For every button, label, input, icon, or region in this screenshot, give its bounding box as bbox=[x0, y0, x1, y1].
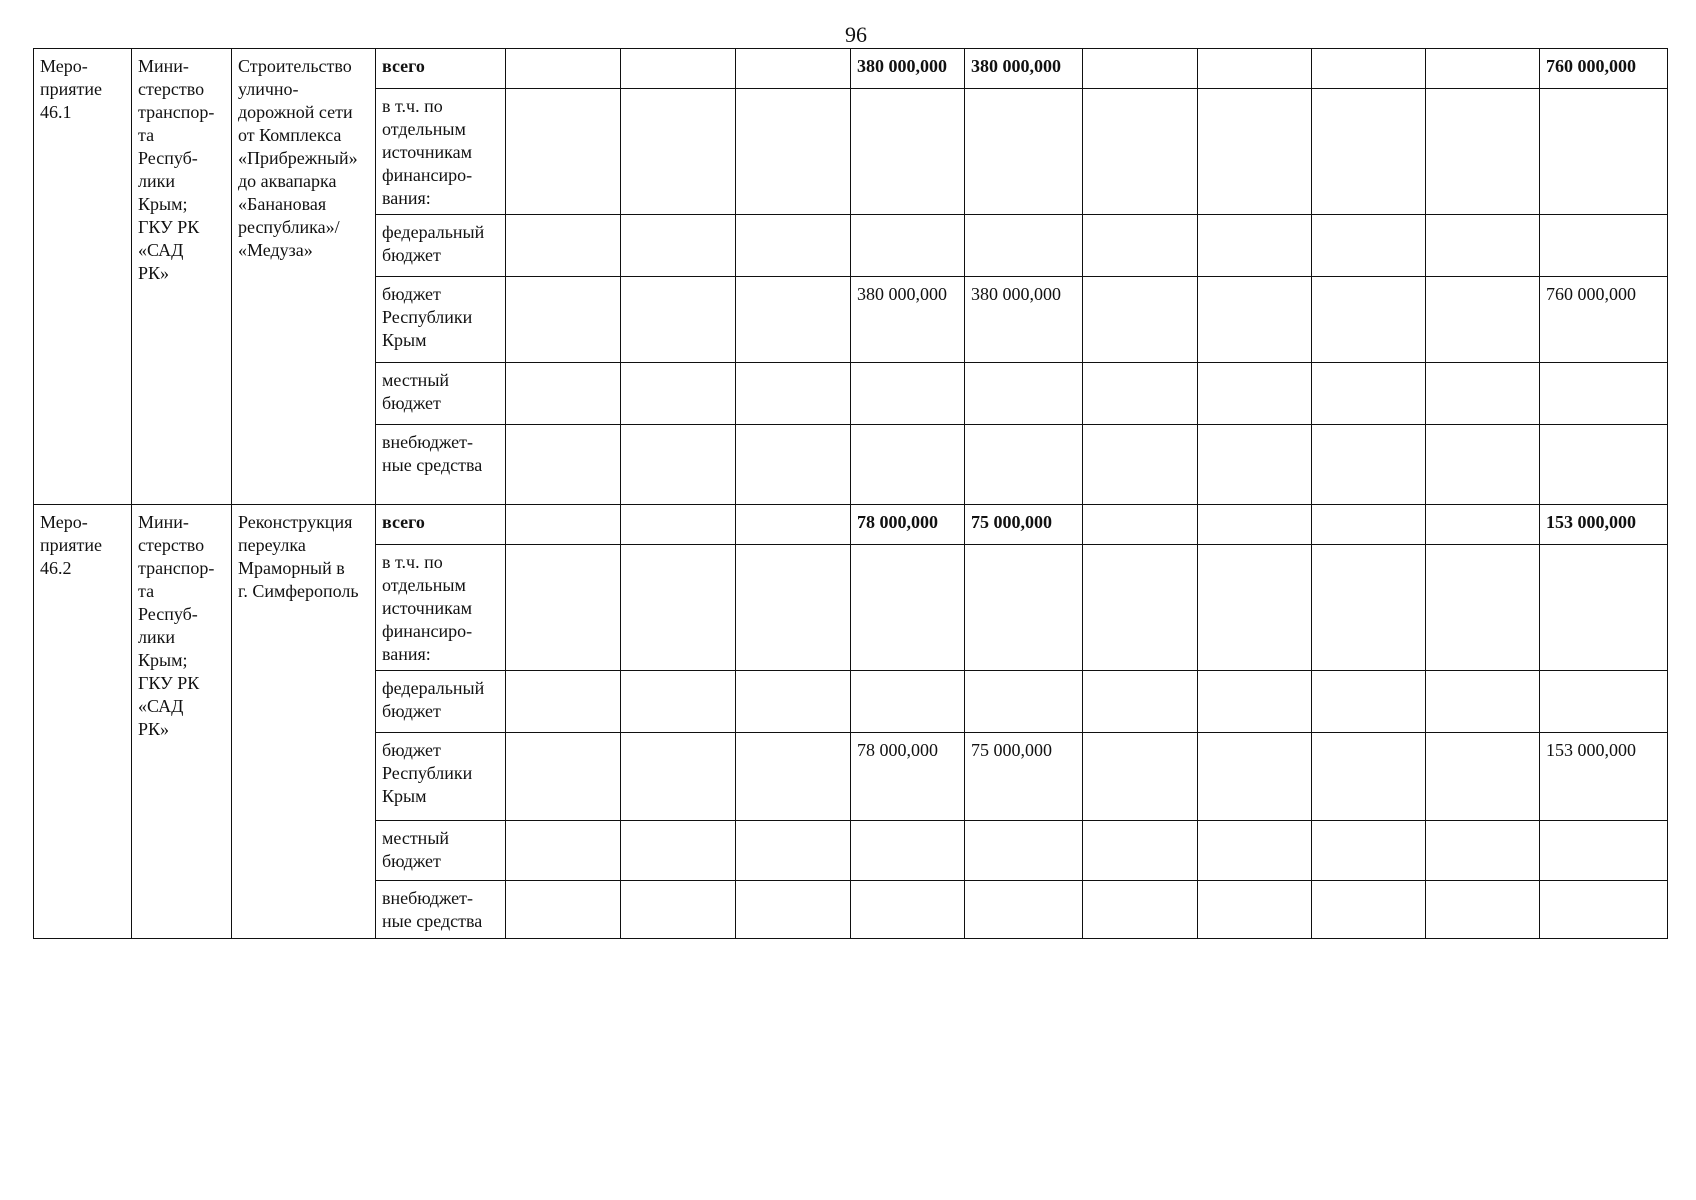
description-line: до аквапарка bbox=[238, 171, 337, 191]
value-cell bbox=[621, 363, 736, 425]
value-cell bbox=[1312, 89, 1426, 215]
value-cell bbox=[1083, 49, 1198, 89]
executor-line: ГКУ РК bbox=[138, 673, 200, 693]
value-cell bbox=[1312, 733, 1426, 821]
executor-line: та bbox=[138, 581, 155, 601]
value-cell bbox=[1312, 505, 1426, 545]
funding-source-cell: местный бюджет bbox=[376, 821, 506, 881]
measure-id-line: 46.1 bbox=[40, 102, 72, 122]
value-cell bbox=[506, 733, 621, 821]
funding-source-cell: внебюджет-ные средства bbox=[376, 425, 506, 505]
value-cell bbox=[1312, 881, 1426, 939]
description-line: «Прибрежный» bbox=[238, 148, 358, 168]
value-cell bbox=[506, 49, 621, 89]
funding-source-cell: бюджет Республики Крым bbox=[376, 277, 506, 363]
executor-line: Респуб- bbox=[138, 148, 198, 168]
description-line: переулка bbox=[238, 535, 306, 555]
value-cell bbox=[851, 215, 965, 277]
value-cell bbox=[1083, 215, 1198, 277]
table-row bbox=[34, 49, 1668, 89]
executor-line: транспор- bbox=[138, 558, 215, 578]
page-number: 96 bbox=[845, 22, 867, 47]
value-cell bbox=[965, 425, 1083, 505]
value-cell bbox=[621, 881, 736, 939]
value-cell bbox=[1083, 505, 1198, 545]
value-cell bbox=[1426, 215, 1540, 277]
funding-source-cell: всего bbox=[376, 505, 506, 545]
total-value-cell: 153 000,000 bbox=[1540, 733, 1668, 821]
value-cell bbox=[621, 671, 736, 733]
value-cell bbox=[1198, 215, 1312, 277]
value-cell bbox=[1198, 671, 1312, 733]
executor-line: «САД bbox=[138, 240, 184, 260]
value-cell bbox=[1198, 733, 1312, 821]
executor-line: транспор- bbox=[138, 102, 215, 122]
value-cell bbox=[965, 821, 1083, 881]
executor-line: РК» bbox=[138, 719, 170, 739]
funding-source-cell: всего bbox=[376, 49, 506, 89]
description-line: Реконструкция bbox=[238, 512, 353, 532]
value-cell bbox=[506, 363, 621, 425]
value-cell bbox=[621, 821, 736, 881]
value-cell bbox=[736, 89, 851, 215]
value-cell bbox=[965, 215, 1083, 277]
executor-line: Мини- bbox=[138, 512, 189, 532]
value-cell bbox=[506, 277, 621, 363]
value-cell bbox=[506, 881, 621, 939]
description-line: дорожной сети bbox=[238, 102, 353, 122]
funding-source-cell: бюджет Республики Крым bbox=[376, 733, 506, 821]
value-cell bbox=[965, 89, 1083, 215]
value-cell bbox=[851, 89, 965, 215]
value-cell: 380 000,000 bbox=[851, 49, 965, 89]
value-cell bbox=[1426, 671, 1540, 733]
value-cell bbox=[851, 545, 965, 671]
table-body bbox=[34, 49, 1668, 939]
measure-id-line: Меро- bbox=[40, 512, 88, 532]
total-value-cell bbox=[1540, 89, 1668, 215]
value-cell: 78 000,000 bbox=[851, 733, 965, 821]
value-cell bbox=[1312, 277, 1426, 363]
value-cell bbox=[1312, 49, 1426, 89]
value-cell bbox=[1083, 821, 1198, 881]
value-cell bbox=[1083, 425, 1198, 505]
measure-id-cell bbox=[34, 505, 132, 939]
executor-line: Крым; bbox=[138, 194, 188, 214]
value-cell bbox=[621, 545, 736, 671]
value-cell bbox=[621, 425, 736, 505]
value-cell bbox=[621, 505, 736, 545]
value-cell bbox=[1426, 89, 1540, 215]
value-cell: 380 000,000 bbox=[851, 277, 965, 363]
value-cell bbox=[506, 505, 621, 545]
value-cell bbox=[1198, 425, 1312, 505]
description-line: «Банановая bbox=[238, 194, 327, 214]
value-cell bbox=[1198, 505, 1312, 545]
value-cell bbox=[1083, 89, 1198, 215]
value-cell bbox=[1426, 733, 1540, 821]
value-cell bbox=[736, 49, 851, 89]
value-cell bbox=[1083, 881, 1198, 939]
value-cell bbox=[1426, 49, 1540, 89]
value-cell bbox=[506, 89, 621, 215]
value-cell bbox=[736, 505, 851, 545]
funding-source-cell: в т.ч. по отдельным источникам финансиро-вания: bbox=[376, 89, 506, 215]
description-line: «Медуза» bbox=[238, 240, 313, 260]
total-value-cell bbox=[1540, 881, 1668, 939]
value-cell bbox=[1198, 881, 1312, 939]
value-cell bbox=[1083, 545, 1198, 671]
value-cell bbox=[506, 215, 621, 277]
executor-line: ГКУ РК bbox=[138, 217, 200, 237]
measure-id-line: приятие bbox=[40, 79, 103, 99]
value-cell bbox=[736, 425, 851, 505]
executor-line: та bbox=[138, 125, 155, 145]
executor-line: «САД bbox=[138, 696, 184, 716]
value-cell bbox=[851, 425, 965, 505]
total-value-cell bbox=[1540, 545, 1668, 671]
value-cell bbox=[506, 545, 621, 671]
value-cell bbox=[965, 671, 1083, 733]
description-line: улично- bbox=[238, 79, 299, 99]
value-cell bbox=[736, 671, 851, 733]
value-cell bbox=[1083, 363, 1198, 425]
value-cell bbox=[1198, 363, 1312, 425]
value-cell bbox=[736, 821, 851, 881]
value-cell bbox=[506, 425, 621, 505]
description-line: от Комплекса bbox=[238, 125, 342, 145]
value-cell: 75 000,000 bbox=[965, 505, 1083, 545]
executor-line: лики bbox=[138, 171, 175, 191]
value-cell bbox=[736, 881, 851, 939]
total-value-cell bbox=[1540, 671, 1668, 733]
table-row bbox=[34, 505, 1668, 545]
measure-id-line: приятие bbox=[40, 535, 103, 555]
value-cell bbox=[1083, 671, 1198, 733]
value-cell bbox=[621, 49, 736, 89]
value-cell bbox=[1312, 215, 1426, 277]
funding-source-cell: федеральный бюджет bbox=[376, 215, 506, 277]
total-value-cell: 760 000,000 bbox=[1540, 277, 1668, 363]
value-cell bbox=[1426, 425, 1540, 505]
executor-line: Крым; bbox=[138, 650, 188, 670]
value-cell bbox=[1312, 671, 1426, 733]
value-cell: 78 000,000 bbox=[851, 505, 965, 545]
value-cell bbox=[1198, 277, 1312, 363]
value-cell bbox=[1426, 505, 1540, 545]
executor-line: РК» bbox=[138, 263, 170, 283]
value-cell bbox=[736, 545, 851, 671]
executor-line: лики bbox=[138, 627, 175, 647]
total-value-cell bbox=[1540, 425, 1668, 505]
value-cell bbox=[1312, 425, 1426, 505]
funding-source-cell: федеральный бюджет bbox=[376, 671, 506, 733]
value-cell bbox=[1426, 821, 1540, 881]
value-cell bbox=[965, 363, 1083, 425]
budget-table bbox=[33, 48, 1668, 939]
executor-cell bbox=[132, 49, 232, 505]
value-cell bbox=[1426, 363, 1540, 425]
value-cell bbox=[506, 671, 621, 733]
value-cell bbox=[621, 277, 736, 363]
value-cell bbox=[736, 215, 851, 277]
executor-line: Респуб- bbox=[138, 604, 198, 624]
total-value-cell bbox=[1540, 363, 1668, 425]
description-line: Строительство bbox=[238, 56, 352, 76]
description-cell bbox=[232, 49, 376, 505]
funding-source-cell: внебюджет-ные средства bbox=[376, 881, 506, 939]
description-line: Мраморный в bbox=[238, 558, 345, 578]
value-cell bbox=[736, 277, 851, 363]
total-value-cell bbox=[1540, 215, 1668, 277]
funding-source-cell: в т.ч. по отдельным источникам финансиро-вания: bbox=[376, 545, 506, 671]
value-cell bbox=[1198, 49, 1312, 89]
description-line: г. Симферополь bbox=[238, 581, 359, 601]
value-cell bbox=[621, 215, 736, 277]
total-value-cell: 760 000,000 bbox=[1540, 49, 1668, 89]
value-cell bbox=[621, 733, 736, 821]
value-cell bbox=[1198, 545, 1312, 671]
value-cell bbox=[1312, 363, 1426, 425]
measure-id-line: Меро- bbox=[40, 56, 88, 76]
value-cell bbox=[851, 821, 965, 881]
executor-line: стерство bbox=[138, 79, 205, 99]
value-cell bbox=[1198, 89, 1312, 215]
executor-line: Мини- bbox=[138, 56, 189, 76]
funding-source-cell: местный бюджет bbox=[376, 363, 506, 425]
value-cell bbox=[1198, 821, 1312, 881]
value-cell bbox=[506, 821, 621, 881]
value-cell bbox=[1426, 881, 1540, 939]
executor-line: стерство bbox=[138, 535, 205, 555]
value-cell bbox=[965, 545, 1083, 671]
measure-id-line: 46.2 bbox=[40, 558, 72, 578]
description-cell bbox=[232, 505, 376, 939]
value-cell bbox=[621, 89, 736, 215]
value-cell bbox=[1426, 545, 1540, 671]
total-value-cell: 153 000,000 bbox=[1540, 505, 1668, 545]
value-cell bbox=[1083, 733, 1198, 821]
value-cell bbox=[1426, 277, 1540, 363]
total-value-cell bbox=[1540, 821, 1668, 881]
value-cell bbox=[1312, 545, 1426, 671]
value-cell: 380 000,000 bbox=[965, 49, 1083, 89]
value-cell bbox=[736, 733, 851, 821]
executor-cell bbox=[132, 505, 232, 939]
description-line: республика»/ bbox=[238, 217, 340, 237]
value-cell bbox=[851, 363, 965, 425]
value-cell: 380 000,000 bbox=[965, 277, 1083, 363]
value-cell bbox=[736, 363, 851, 425]
value-cell bbox=[1312, 821, 1426, 881]
value-cell: 75 000,000 bbox=[965, 733, 1083, 821]
value-cell bbox=[851, 671, 965, 733]
measure-id-cell bbox=[34, 49, 132, 505]
value-cell bbox=[1083, 277, 1198, 363]
value-cell bbox=[851, 881, 965, 939]
value-cell bbox=[965, 881, 1083, 939]
